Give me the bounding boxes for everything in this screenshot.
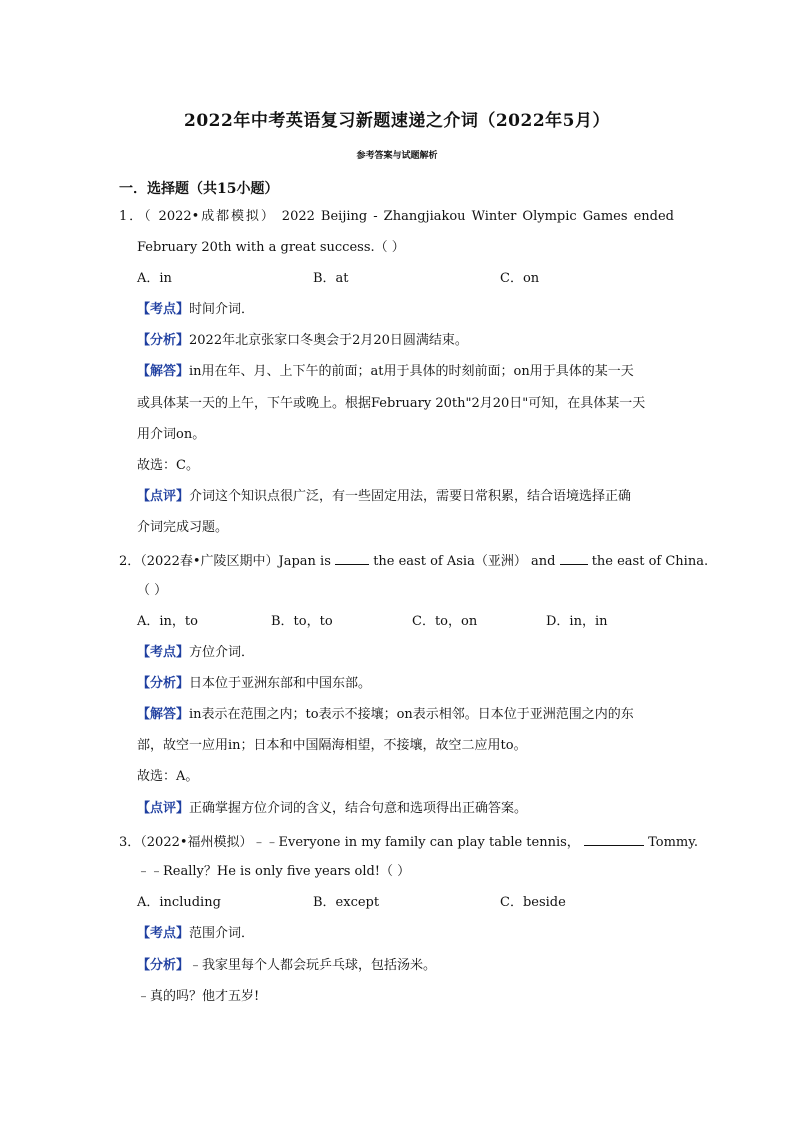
fenxi-text-line-1: ﹣我家里每个人都会玩乒乓球，包括汤米。 xyxy=(189,958,437,973)
dianping-text: 正确掌握方位介词的含义，结合句意和选项得出正确答案。 xyxy=(189,801,528,816)
kaodian-tag: 【考点】 xyxy=(137,645,190,660)
jieda-tag: 【解答】 xyxy=(137,364,190,379)
jieda-text-line-1: in用在年、月、上下午的前面；at用于具体的时刻前面；on用于具体的某一天 xyxy=(189,364,634,379)
fenxi-tag: 【分析】 xyxy=(137,333,190,348)
dianping-tag: 【点评】 xyxy=(137,801,190,816)
dianping-tag: 【点评】 xyxy=(137,489,190,504)
question-3-option-a[interactable]: A．including xyxy=(137,895,221,910)
question-3-option-c[interactable]: C．beside xyxy=(500,895,566,910)
kaodian-tag: 【考点】 xyxy=(137,926,190,941)
kaodian-text: 方位介词． xyxy=(189,645,255,660)
question-3-stem-part-2: Tommy. xyxy=(648,835,698,850)
question-2-jieda-line-2: 部，故空一应用in；日本和中国隔海相望，不接壤，故空二应用to。 xyxy=(137,738,527,753)
question-2-answer: 故选：A。 xyxy=(137,769,199,784)
question-1-jieda xyxy=(137,364,634,380)
question-1-option-a[interactable]: A．in xyxy=(137,271,172,286)
question-1-fenxi xyxy=(137,333,468,349)
answer-blank-1[interactable] xyxy=(584,833,644,846)
question-3-kaodian xyxy=(137,926,254,942)
dianping-text-line-1: 介词这个知识点很广泛，有一些固定用法，需要日常积累，结合语境选择正确 xyxy=(189,489,632,504)
question-3-option-b[interactable]: B．except xyxy=(313,895,380,910)
question-1-stem-line-2: February 20th with a great success.（ ） xyxy=(137,240,405,255)
question-2-stem-part-3: the east of China. xyxy=(591,554,709,569)
question-2-option-b[interactable]: B．to，to xyxy=(271,614,333,629)
question-1-dianping xyxy=(137,489,631,505)
question-2-option-d[interactable]: D．in，in xyxy=(546,614,608,629)
question-3-stem-part-1: 3．（2022•福州模拟）﹣﹣Everyone in my family can play table tennis， xyxy=(119,835,580,850)
question-2-stem-line-2: （ ） xyxy=(137,583,168,598)
question-1-stem-line-1: 1．（ 2022•成都模拟） 2022 Beijing - Zhangjiakou Winter Olympic Games ended xyxy=(119,209,674,224)
question-2-jieda xyxy=(137,707,634,723)
question-2-option-a[interactable]: A．in，to xyxy=(137,614,198,629)
question-3-fenxi-line-2: ﹣真的吗？他才五岁! xyxy=(137,989,260,1004)
kaodian-text: 范围介词． xyxy=(189,926,255,941)
page-title: 2022年中考英语复习新题速递之介词（2022年5月） xyxy=(184,111,610,131)
question-1-answer: 故选：C。 xyxy=(137,458,199,473)
question-2-fenxi xyxy=(137,676,371,692)
question-1-option-c[interactable]: C．on xyxy=(500,271,540,286)
question-2-dianping xyxy=(137,801,527,817)
question-1-option-b[interactable]: B．at xyxy=(313,271,349,286)
fenxi-tag: 【分析】 xyxy=(137,958,190,973)
question-1-kaodian xyxy=(137,302,254,318)
answer-blank-2[interactable] xyxy=(560,552,588,565)
page-subtitle: 参考答案与试题解析 xyxy=(356,151,438,161)
question-2-stem-part-2: the east of Asia（亚洲） and xyxy=(373,554,556,569)
question-3-fenxi xyxy=(137,958,436,974)
question-1-dianping-line-2: 介词完成习题。 xyxy=(137,520,229,535)
fenxi-text: 2022年北京张家口冬奥会于2月20日圆满结束。 xyxy=(189,333,468,348)
fenxi-tag: 【分析】 xyxy=(137,676,190,691)
question-1-jieda-line-2: 或具体某一天的上午，下午或晚上。根据February 20th"2月20日"可知，在具体某一天 xyxy=(137,396,646,411)
answer-blank-1[interactable] xyxy=(335,552,369,565)
question-2-option-c[interactable]: C．to，on xyxy=(412,614,478,629)
kaodian-text: 时间介词． xyxy=(189,302,255,317)
jieda-text-line-1: in表示在范围之内；to表示不接壤；on表示相邻。日本位于亚洲范围之内的东 xyxy=(189,707,634,722)
jieda-tag: 【解答】 xyxy=(137,707,190,722)
fenxi-text: 日本位于亚洲东部和中国东部。 xyxy=(189,676,372,691)
section-heading: 一．选择题（共15小题） xyxy=(119,181,279,197)
question-1-jieda-line-3: 用介词on。 xyxy=(137,427,206,442)
question-3-stem-line-2: ﹣﹣Really？He is only five years old!（ ） xyxy=(137,864,411,879)
question-2-stem-line-1 xyxy=(119,552,708,570)
question-3-stem-line-1 xyxy=(119,833,698,851)
question-2-stem-part-1: 2．（2022春•广陵区期中）Japan is xyxy=(119,554,331,569)
kaodian-tag: 【考点】 xyxy=(137,302,190,317)
question-2-kaodian xyxy=(137,645,254,661)
